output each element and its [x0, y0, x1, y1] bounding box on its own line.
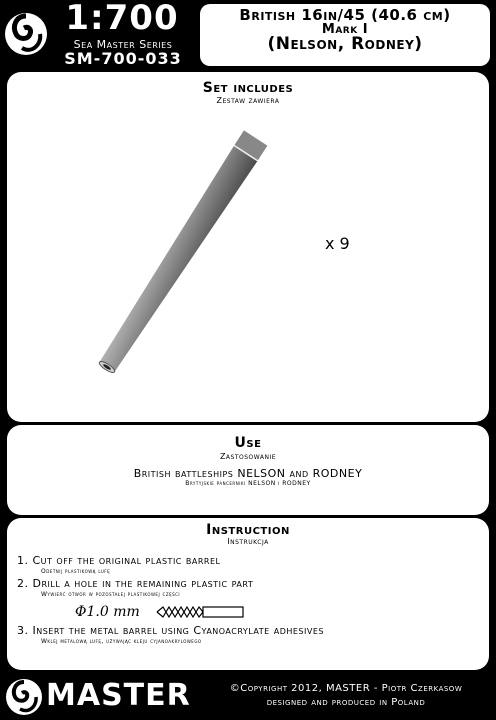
use-subheading: Zastosowanie — [219, 452, 277, 461]
instruction-subheading: Instrukcja — [227, 537, 269, 546]
title-subtitle: Lufy brytyjskich dział 406mm Mark I — [269, 56, 421, 65]
step-3-sub: Wklej metalową lufę, używając kleju cyjanoakrylowego — [41, 638, 202, 645]
set-subheading: Zestaw zawiera — [216, 96, 280, 105]
master-logo-icon — [4, 676, 44, 718]
step-1-sub: Odetnij plastikową lufę — [41, 568, 111, 575]
brand-name: MASTER — [46, 678, 191, 713]
drill-bit-icon — [155, 604, 245, 620]
master-logo-icon — [4, 4, 48, 64]
product-code: SM-700-033 — [64, 49, 182, 68]
step-1-text: 1. Cut off the original plastic barrel — [17, 554, 221, 567]
step-2-sub: Wywierć otwór w pozostałej plastikowej części — [41, 591, 181, 598]
set-includes-panel — [7, 72, 489, 422]
use-text-polish: Brytyjskie pancerniki NELSON i RODNEY — [185, 480, 311, 487]
copyright-text: ©Copyright 2012, MASTER - Piotr Czerkasow — [229, 683, 463, 694]
use-heading: Use — [234, 435, 262, 451]
title-line-1: British 16in/45 (40.6 cm) — [239, 6, 451, 24]
step-2-text: 2. Drill a hole in the remaining plastic part — [17, 577, 254, 590]
series-label: Sea Master Series — [73, 38, 173, 51]
quantity-label: x 9 — [325, 234, 350, 253]
instruction-heading: Instruction — [206, 522, 290, 538]
made-in-text: designed and produced in Poland — [266, 697, 426, 708]
gun-barrel-image — [97, 122, 327, 382]
scale-label: 1:700 — [65, 0, 179, 38]
title-line-2: Mark I — [321, 22, 369, 37]
title-line-3: (Nelson, Rodney) — [267, 34, 423, 54]
use-text: British battleships NELSON and RODNEY — [133, 467, 363, 480]
drill-size-label: Φ1.0 mm — [75, 604, 140, 620]
set-heading: Set includes — [202, 80, 294, 96]
step-3-text: 3. Insert the metal barrel using Cyanoacrylate adhesives — [17, 624, 324, 637]
instruction-panel — [7, 518, 489, 670]
use-panel — [7, 425, 489, 515]
